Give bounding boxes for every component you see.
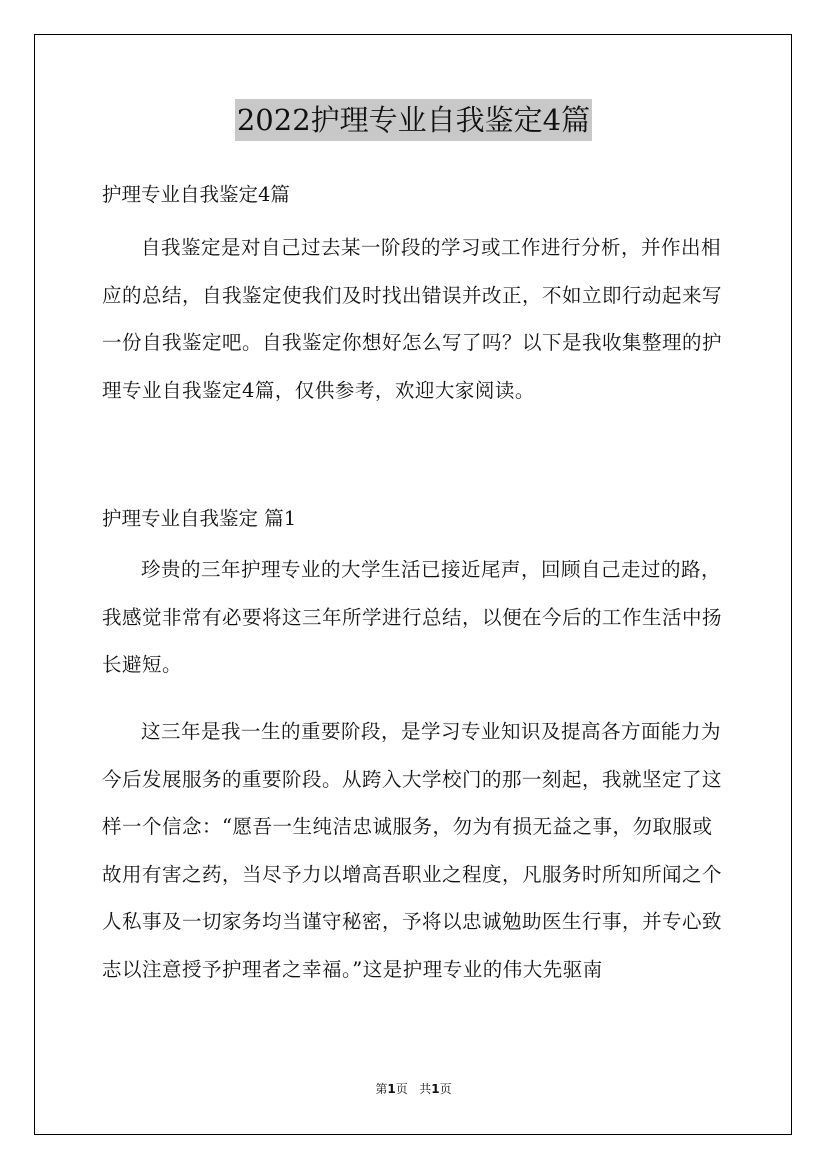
document-subtitle: 护理专业自我鉴定4篇 [102, 183, 290, 206]
page-footer [0, 1081, 827, 1097]
total-label-prefix: 共 [419, 1082, 432, 1096]
intro-paragraph: 自我鉴定是对自己过去某一阶段的学习或工作进行分析，并作出相应的总结，自我鉴定使我们及时找出错误并改正，不如立即行动起来写一份自我鉴定吧。自我鉴定你想好怎么写了吗？以下是我收集整理的护理专业自我鉴定4篇，仅供参考，欢迎大家阅读。 [102, 236, 723, 402]
title-container [0, 99, 827, 141]
page-label-prefix: 第 [375, 1082, 388, 1096]
section-1-heading: 护理专业自我鉴定 篇1 [102, 507, 297, 530]
total-label-suffix: 页 [439, 1082, 452, 1096]
section-1-paragraph-1: 珍贵的三年护理专业的大学生活已接近尾声，回顾自己走过的路，我感觉非常有必要将这三年所学进行总结，以便在今后的工作生活中扬长避短。 [102, 558, 723, 676]
page-label-suffix: 页 [395, 1082, 408, 1096]
document-title: 2022护理专业自我鉴定4篇 [235, 99, 592, 141]
page-number: 1 [387, 1082, 396, 1096]
section-1-paragraph-2: 这三年是我一生的重要阶段，是学习专业知识及提高各方面能力为今后发展服务的重要阶段。从跨入大学校门的那一刻起，我就坚定了这样一个信念：“愿吾一生纯洁忠诚服务，勿为有损无益之事，勿取服或故用有害之药，当尽予力以增高吾职业之程度，凡服务时所知所闻之个人私事及一切家务均当谨守秘密，予将以忠诚勉助医生行事，并专心致志以注意授予护理者之幸福。”这是护理专业的伟大先驱南 [102, 720, 723, 981]
total-pages: 1 [431, 1082, 440, 1096]
